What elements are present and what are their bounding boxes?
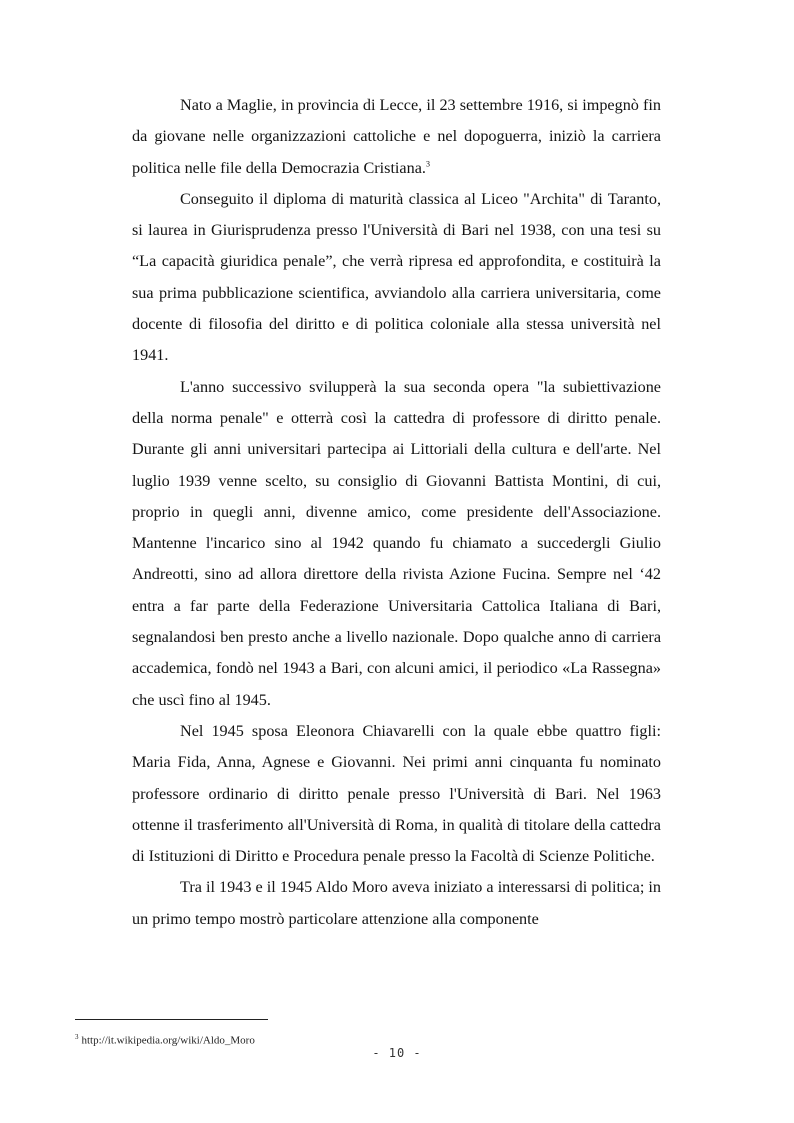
footnote-separator (75, 1019, 268, 1020)
body-text (132, 90, 661, 935)
paragraph-1 (132, 90, 661, 184)
page-number: - 10 - (372, 1046, 422, 1060)
paragraph-1-text: Nato a Maglie, in provincia di Lecce, il 23 settembre 1916, si impegnò fin da giovane nelle organizzazioni cattoliche e nel dopoguerra, iniziò la carriera politica nelle file della Democrazia Cristiana. (132, 96, 661, 177)
paragraph-4: Nel 1945 sposa Eleonora Chiavarelli con la quale ebbe quattro figli: Maria Fida, Anna, Agnese e Giovanni. Nei primi anni cinquanta fu nominato professore ordinario di diritto penale presso l'Università di Bari. Nel 1963 ottenne il trasferimento all'Università di Roma, in qualità di titolare della cattedra di Istituzioni di Diritto e Procedura penale presso la Facoltà di Scienze Politiche. (132, 721, 661, 866)
footnote-reference[interactable]: 3 (425, 159, 430, 169)
footnote (75, 1030, 255, 1048)
paragraph-2: Conseguito il diploma di maturità classica al Liceo "Archita" di Taranto, si laurea in Giurisprudenza presso l'Università di Bari nel 1938, con una tesi su “La capacità giuridica penale”, che verrà ripresa ed approfondita, e costituirà la sua prima pubblicazione scientifica, avviandolo alla carriera universitaria, come docente di filosofia del diritto e di politica coloniale alla stessa università nel 1941. (132, 189, 661, 365)
footnote-number: 3 (75, 1033, 79, 1041)
paragraph-5: Tra il 1943 e il 1945 Aldo Moro aveva iniziato a interessarsi di politica; in un primo tempo mostrò particolare attenzione alla componente (132, 878, 661, 928)
footnote-link[interactable]: http://it.wikipedia.org/wiki/Aldo_Moro (81, 1034, 255, 1047)
paragraph-3: L'anno successivo svilupperà la sua seconda opera "la subiettivazione della norma penale" e otterrà così la cattedra di professore di diritto penale. Durante gli anni universitari partecipa ai Littoriali della cultura e dell'arte. Nel luglio 1939 venne scelto, su consiglio di Giovanni Battista Montini, di cui, proprio in quegli anni, divenne amico, come presidente dell'Associazione. Mantenne l'incarico sino al 1942 quando fu chiamato a succedergli Giulio Andreotti, sino ad allora direttore della rivista Azione Fucina. Sempre nel ‘42 entra a far parte della Federazione Universitaria Cattolica Italiana di Bari, segnalandosi ben presto anche a livello nazionale. Dopo qualche anno di carriera accademica, fondò nel 1943 a Bari, con alcuni amici, il periodico «La Rassegna» che uscì fino al 1945. (132, 377, 661, 709)
